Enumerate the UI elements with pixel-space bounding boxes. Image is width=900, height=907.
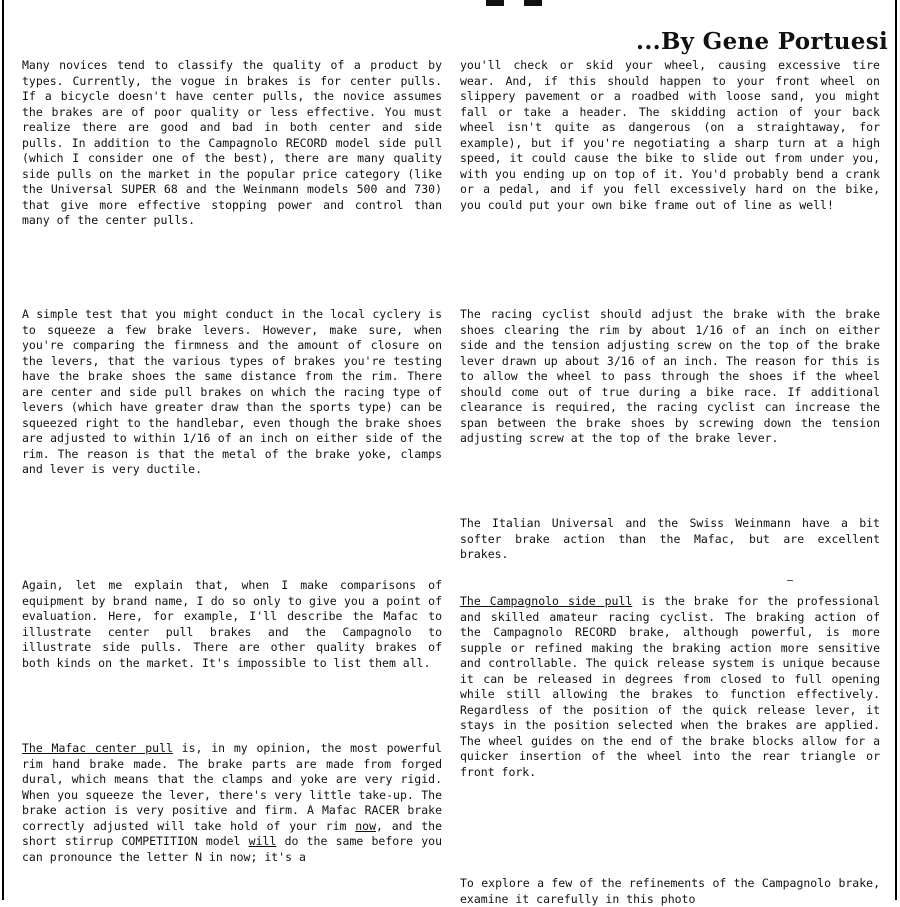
paragraph-universal-weinmann: The Italian Universal and the Swiss Weinmann have a bit softer brake action than the Mafac, but are excellent brakes. (460, 516, 887, 561)
mafac-text-3: do the same before you can pronounce the letter N in now; it's a (22, 834, 449, 864)
paragraph-simple-test: A simple test that you might conduct in the local cyclery is to squeeze a few brake levers. However, make sure, when you're comparing the firmness and the amount of closure on the levers, that the various types of brakes you're testing have the brake shoes the same distance from the rim. There are center and side pull brakes on which the racing type of levers (which have greater draw than the sports type) can be squeezed right to the handlebar, even though the brake shoes are adjusted to within 1/16 of an inch on either side of the rim. The reason is that the metal of the brake yoke, clamps and lever is very ductile. (22, 307, 449, 476)
campagnolo-lead: The Campagnolo side pull (460, 594, 633, 608)
page-border-right (895, 0, 897, 900)
byline: ...By Gene Portuesi (636, 28, 888, 55)
stray-mark (787, 580, 793, 581)
mafac-emphasis-will: will (248, 834, 277, 848)
paragraph-racing-adjustment: The racing cyclist should adjust the brake with the brake shoes clearing the rim by about 1/16 of an inch on either side and the tension adjusting screw on the top of the brake lever drawn up about 3/16 of an inch. The reason for this is to allow the wheel to pass through the shoes if the wheel should come out of true during a bike race. If additional clearance is required, the racing cyclist can increase the span between the brake shoes by screwing down the tension adjusting screw at the top of the brake lever. (460, 307, 887, 445)
headline-fragment (486, 0, 550, 22)
paragraph-brake-types: Many novices tend to classify the quality of a product by types. Currently, the vogue in brakes is for center pulls. If a bicycle doesn't have center pulls, the novice assumes the brakes are of poor quality or less effective. You must realize there are good and bad in both center and side pulls. In addition to the Campagnolo RECORD model side pull (which I consider one of the best), there are many quality side pulls on the market in the popular price category (like the Universal SUPER 68 and the Weinmann models 500 and 730) that give more effective stopping power and control than many of the center pulls. (22, 58, 449, 227)
paragraph-explore-refinements: To explore a few of the refinements of the Campagnolo brake, examine it carefully in this photo (460, 876, 887, 906)
page-border-left (2, 0, 4, 900)
paragraph-campagnolo (460, 594, 887, 780)
mafac-lead: The Mafac center pull (22, 741, 173, 755)
mafac-text: is, in my opinion, the most powerful rim hand brake made. The brake parts are made from forged dural, which means that the clamps and yoke are very rigid. When you squeeze the lever, there's very little take-up. The brake action is very positive and firm. A Mafac RACER brake correctly adjusted will take hold of your rim (22, 741, 449, 833)
campagnolo-text: is the brake for the professional and skilled amateur racing cyclist. The braking action of the Campagnolo RECORD brake, although powerful, is more supple or refined making the braking action more sensitive and controllable. The quick release system is unique because it can be released in degrees from closed to full opening while still allowing the brakes to function effectively. Regardless of the position of the quick release lever, it stays in the position selected when the brakes are applied. The wheel guides on the end of the brake blocks allow for a quicker insertion of the wheel into the rear triangle or front fork. (460, 594, 887, 779)
paragraph-mafac (22, 741, 449, 865)
mafac-text-2: , and the short stirrup COMPETITION model (22, 818, 449, 848)
paragraph-brand-comparison: Again, let me explain that, when I make comparisons of equipment by brand name, I do so only to give you a point of evaluation. Here, for example, I'll describe the Mafac to illustrate center pull brakes and the Campagnolo to illustrate side pulls. There are other quality brakes of both kinds on the market. It's impossible to list them all. (22, 578, 449, 670)
paragraph-wheel-skid: you'll check or skid your wheel, causing excessive tire wear. And, if this should happen to your front wheel on slippery pavement or a roadbed with loose sand, you might fall or take a header. The skidding action of your back wheel isn't quite as dangerous (on a straightaway, for example), but if you're negotiating a sharp turn at a high speed, it could cause the bike to slide out from under you, with you ending up on top of it. You'd probably bend a crank or a pedal, and if you fell excessively hard on the bike, you could put your own bike frame out of line as well! (460, 58, 887, 212)
mafac-emphasis-now: now (355, 818, 376, 833)
